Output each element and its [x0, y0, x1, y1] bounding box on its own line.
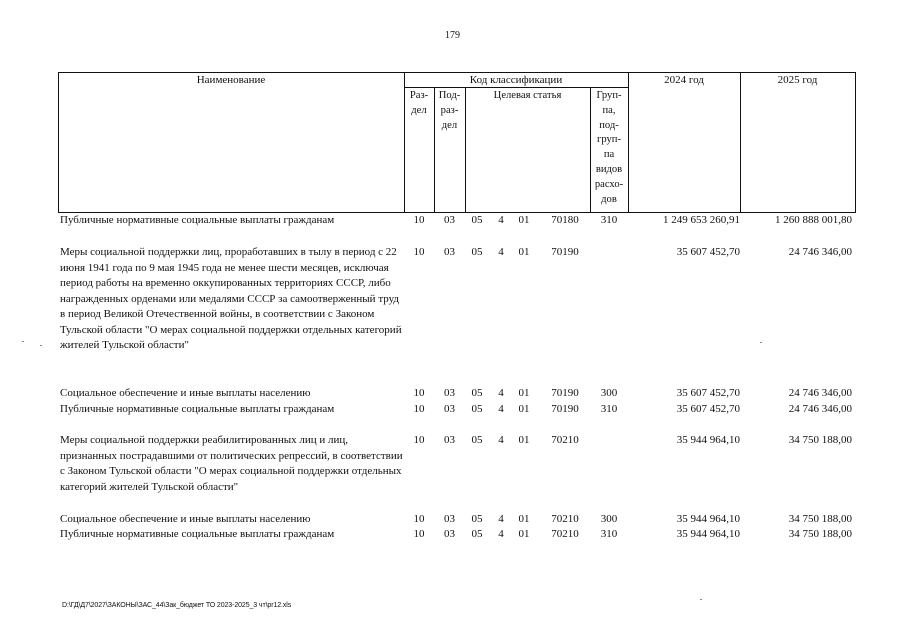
- row-podrazdel: 03: [444, 214, 455, 226]
- row-code3: 01: [518, 434, 530, 446]
- row-code4: 70190: [551, 387, 579, 399]
- header-group: Груп- па, под- груп- па видов расхо- дов: [594, 90, 624, 205]
- row-code1: 05: [471, 214, 483, 226]
- row-name: Публичные нормативные социальные выплаты гражданам: [60, 403, 335, 415]
- row-code4: 70210: [551, 434, 579, 446]
- header-year-2024: 2024 год: [664, 74, 704, 86]
- page-number: 179: [445, 30, 460, 41]
- row-amount-2024: 35 944 964,10: [676, 528, 740, 540]
- row-code2: 4: [498, 528, 504, 540]
- row-code1: 05: [471, 513, 483, 525]
- row-amount-2024: 35 944 964,10: [676, 434, 740, 446]
- scan-speck: [760, 342, 762, 343]
- row-amount-2025: 34 750 188,00: [788, 513, 852, 525]
- row-razdel: 10: [413, 387, 425, 399]
- row-code3: 01: [518, 403, 530, 415]
- row-razdel: 10: [413, 403, 425, 415]
- scan-speck: [22, 341, 24, 342]
- row-podrazdel: 03: [444, 513, 455, 525]
- row-code3: 01: [518, 528, 530, 540]
- row-code4: 70190: [551, 246, 579, 258]
- row-code4: 70180: [551, 214, 579, 226]
- row-razdel: 10: [413, 513, 425, 525]
- row-amount-2024: 35 607 452,70: [676, 403, 740, 415]
- row-code4: 70210: [551, 528, 579, 540]
- row-amount-2025: 24 746 346,00: [788, 403, 852, 415]
- row-razdel: 10: [413, 214, 425, 226]
- row-razdel: 10: [413, 434, 425, 446]
- row-amount-2025: 34 750 188,00: [788, 528, 852, 540]
- row-group: 310: [600, 403, 618, 415]
- row-razdel: 10: [413, 528, 425, 540]
- header-classification: Код классификации: [469, 74, 563, 86]
- row-amount-2025: 1 260 888 001,80: [775, 214, 852, 226]
- row-name: Меры социальной поддержки реабилитированных лиц и лиц, признанных пострадавшими от политических репрессий, в соответствии с Законом Тульской области "О мерах социальной поддержки отдельных категорий жителей Тульской области": [60, 434, 403, 493]
- header-subsection: Под- раз- дел: [438, 90, 461, 131]
- row-podrazdel: 03: [444, 434, 455, 446]
- row-amount-2024: 35 607 452,70: [676, 246, 740, 258]
- row-code1: 05: [471, 434, 483, 446]
- row-code3: 01: [518, 387, 530, 399]
- row-code1: 05: [471, 403, 483, 415]
- col-border: [740, 72, 741, 213]
- row-razdel: 10: [413, 246, 425, 258]
- row-code2: 4: [498, 387, 504, 399]
- row-code4: 70190: [551, 403, 579, 415]
- row-podrazdel: 03: [444, 246, 455, 258]
- scan-speck: [700, 599, 702, 600]
- row-name: Меры социальной поддержки лиц, проработавших в тылу в период с 22 июня 1941 года по 9 мая 1945 года не менее шести месяцев, исключая период работы на временно оккупированных территориях СССР, либо награжденных орденами или медалями СССР за самоотверженный труд в период Великой Отечественной войны, в соответствии с Законом Тульской области "О мерах социальной поддержки отдельных категорий жителей Тульской области": [60, 246, 402, 351]
- row-amount-2025: 34 750 188,00: [788, 434, 852, 446]
- row-group: 300: [600, 387, 618, 399]
- row-code4: 70210: [551, 513, 579, 525]
- row-amount-2024: 1 249 653 260,91: [663, 214, 740, 226]
- header-section: Раз- дел: [409, 90, 429, 116]
- row-code3: 01: [518, 246, 530, 258]
- row-amount-2025: 24 746 346,00: [788, 387, 852, 399]
- row-amount-2024: 35 607 452,70: [676, 387, 740, 399]
- row-group: 300: [600, 513, 618, 525]
- col-border: [465, 87, 466, 213]
- row-name: Публичные нормативные социальные выплаты гражданам: [60, 214, 335, 226]
- row-podrazdel: 03: [444, 403, 455, 415]
- row-code2: 4: [498, 513, 504, 525]
- row-code3: 01: [518, 513, 530, 525]
- row-amount-2025: 24 746 346,00: [788, 246, 852, 258]
- row-podrazdel: 03: [444, 387, 455, 399]
- scan-speck: [40, 345, 42, 346]
- row-code2: 4: [498, 214, 504, 226]
- row-podrazdel: 03: [444, 528, 455, 540]
- row-code2: 4: [498, 434, 504, 446]
- row-code2: 4: [498, 403, 504, 415]
- header-name: Наименование: [196, 74, 266, 86]
- row-name: Социальное обеспечение и иные выплаты населению: [60, 387, 311, 399]
- footer-file-path: D:\ГД\Д7\2027\ЗАКОНЫ\ЗАС_44\Зак_бюджет ТО 2023-2025_3 чт\pr12.xls: [62, 602, 292, 609]
- row-code1: 05: [471, 528, 483, 540]
- row-code1: 05: [471, 246, 483, 258]
- header-year-2025: 2025 год: [777, 74, 818, 86]
- col-border: [58, 72, 59, 213]
- row-code2: 4: [498, 246, 504, 258]
- col-border: [855, 72, 856, 213]
- header-target-article: Целевая статья: [493, 90, 562, 101]
- col-border: [628, 72, 629, 213]
- row-code1: 05: [471, 387, 483, 399]
- row-group: 310: [600, 528, 618, 540]
- row-amount-2024: 35 944 964,10: [676, 513, 740, 525]
- row-code3: 01: [518, 214, 530, 226]
- row-group: 310: [600, 214, 618, 226]
- row-name: Социальное обеспечение и иные выплаты населению: [60, 513, 311, 525]
- row-name: Публичные нормативные социальные выплаты гражданам: [60, 528, 335, 540]
